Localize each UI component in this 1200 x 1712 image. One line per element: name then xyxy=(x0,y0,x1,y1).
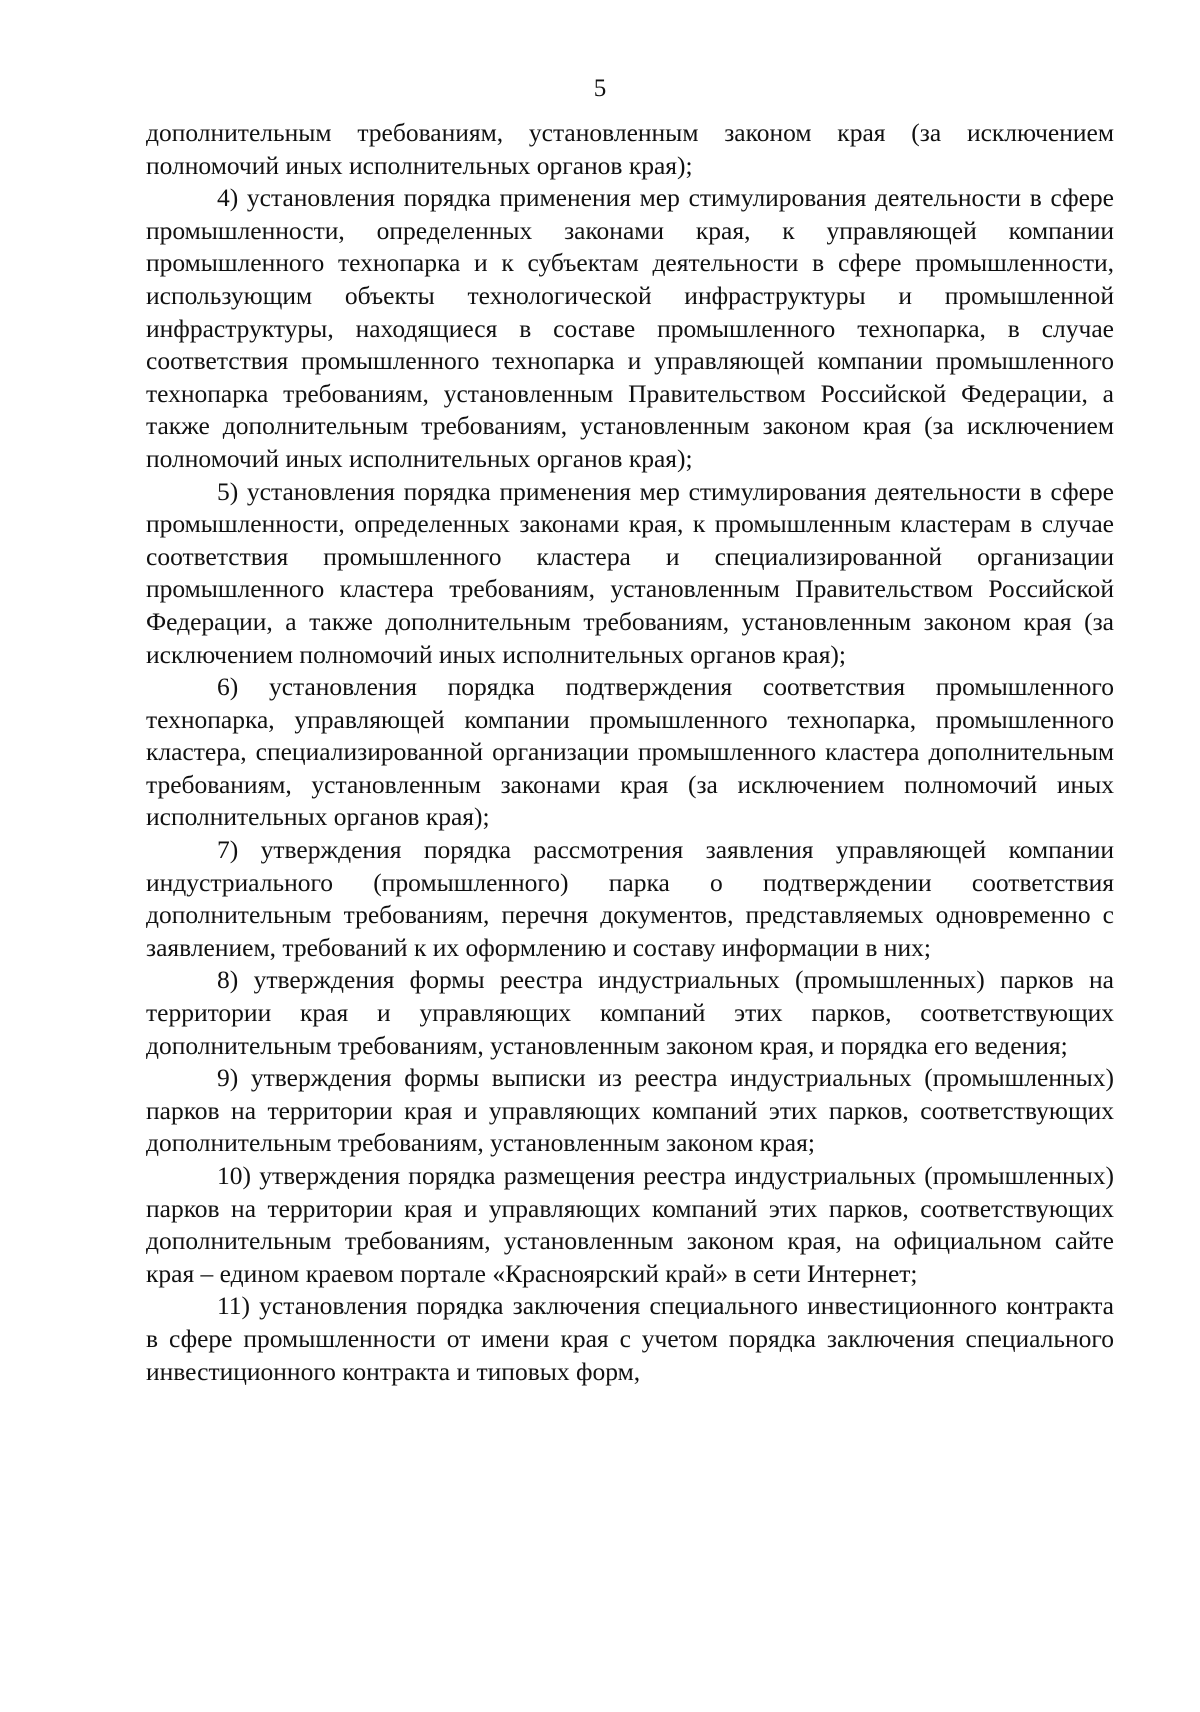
paragraph-item-6: 6) установления порядка подтверждения соответствия промышленного технопарка, управляющей компании промышленного технопарка, промышленного кластера, специализированной организации промышленного кластера дополнительным требованиям, установленным законами края (за исключением полномочий иных исполнительных органов края); xyxy=(146,672,1114,832)
page-number: 5 xyxy=(593,75,607,102)
paragraph-item-10: 10) утверждения порядка размещения реестра индустриальных (промышленных) парков на территории края и управляющих компаний этих парков, соответствующих дополнительным требованиям, установленным законом края, на официальном сайте края – едином краевом портале «Красноярский край» в сети Интернет; xyxy=(146,1161,1114,1288)
paragraph-item-5: 5) установления порядка применения мер стимулирования деятельности в сфере промышленности, определенных законами края, к промышленным кластерам в случае соответствия промышленного кластера и специализированной организации промышленного кластера требованиям, установленным Правительством Российской Федерации, а также дополнительным требованиям, установленным законом края (за исключением полномочий иных исполнительных органов края); xyxy=(146,476,1114,669)
paragraph-item-9: 9) утверждения формы выписки из реестра индустриальных (промышленных) парков на территории края и управляющих компаний этих парков, соответствующих дополнительным требованиям, установленным законом края; xyxy=(146,1063,1114,1158)
paragraph-item-4: 4) установления порядка применения мер стимулирования деятельности в сфере промышленности, определенных законами края, к управляющей компании промышленного технопарка и к субъектам деятельности в сфере промышленности, использующим объекты технологической инфраструктуры и промышленной инфраструктуры, находящиеся в составе промышленного технопарка, в случае соответствия промышленного технопарка и управляющей компании промышленного технопарка требованиям, установленным Правительством Российской Федерации, а также дополнительным требованиям, установленным законом края (за исключением полномочий иных исполнительных органов края); xyxy=(146,183,1114,473)
paragraph-item-8: 8) утверждения формы реестра индустриальных (промышленных) парков на территории края и управляющих компаний этих парков, соответствующих дополнительным требованиям, установленным законом края, и порядка его ведения; xyxy=(146,965,1114,1060)
paragraph-item-7: 7) утверждения порядка рассмотрения заявления управляющей компании индустриального (промышленного) парка о подтверждении соответствия дополнительным требованиям, перечня документов, представляемых одновременно с заявлением, требований к их оформлению и составу информации в них; xyxy=(146,835,1114,962)
document-body xyxy=(146,117,1114,1388)
paragraph-continuation: дополнительным требованиям, установленным законом края (за исключением полномочий иных исполнительных органов края); xyxy=(146,118,1114,180)
paragraph-item-11: 11) установления порядка заключения специального инвестиционного контракта в сфере промышленности от имени края с учетом порядка заключения специального инвестиционного контракта и типовых форм, xyxy=(146,1291,1114,1386)
